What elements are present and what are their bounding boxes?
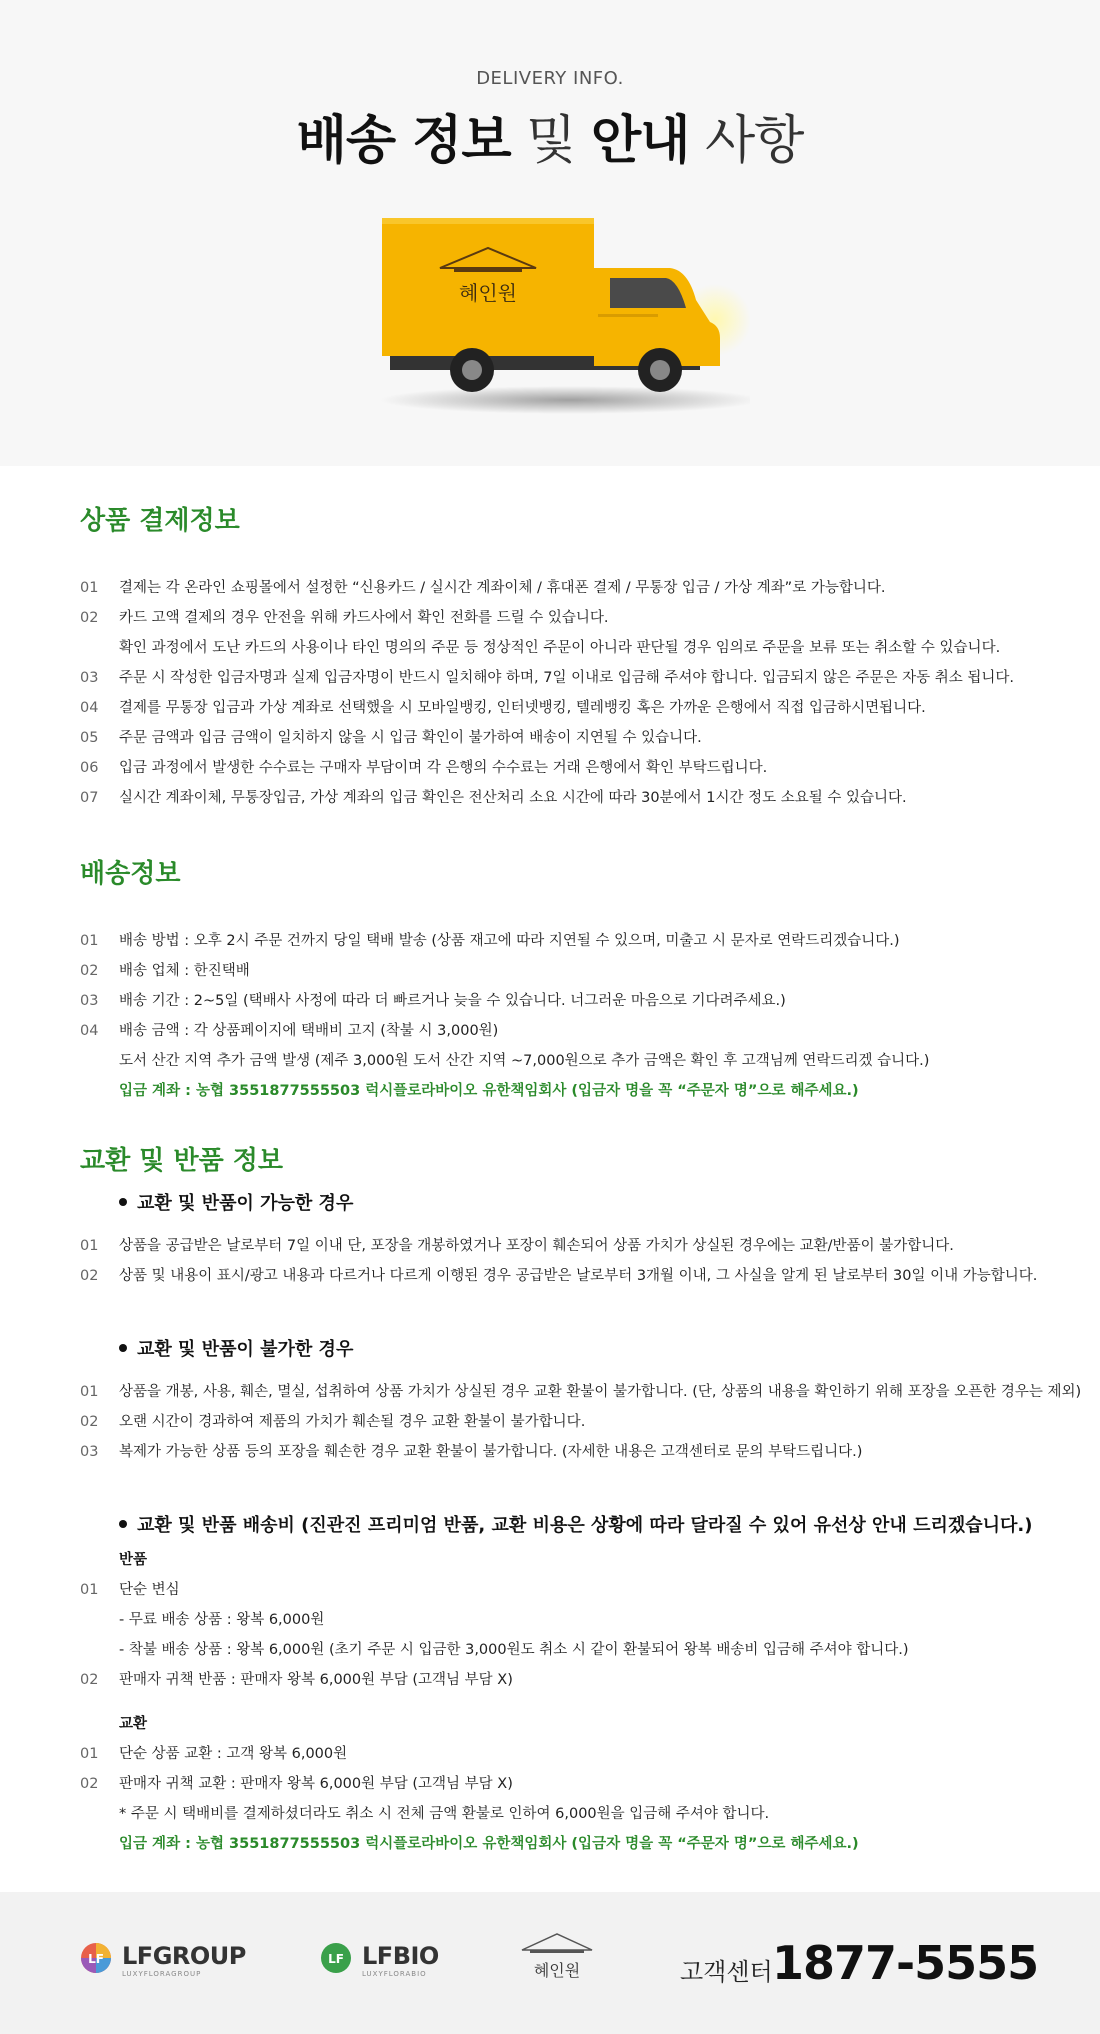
hero-subtitle: DELIVERY INFO.: [476, 68, 624, 89]
item-number: 02: [80, 1414, 99, 1430]
list-item: [80, 783, 1040, 813]
lfgroup-name: LFGROUP: [122, 1942, 246, 1970]
item-number: 02: [80, 1268, 99, 1284]
lfbio-tag: LUXYFLORABIO: [362, 1970, 427, 1978]
item-number: 04: [80, 1023, 99, 1039]
item-text: 오랜 시간이 경과하여 제품의 가치가 훼손될 경우 교환 환불이 불가합니다.: [119, 1414, 586, 1430]
returns-title: 교환 및 반품 정보: [80, 1146, 283, 1176]
list-item: [80, 573, 1040, 603]
item-number: 02: [80, 610, 99, 626]
item-text: 카드 고액 결제의 경우 안전을 위해 카드사에서 확인 전화를 드릴 수 있습니다.: [119, 610, 609, 626]
list-item: [80, 1377, 1082, 1407]
exchange-fee-list: [80, 1739, 1040, 1829]
lfbio-logo: [320, 1938, 470, 1988]
item-number: 03: [80, 1444, 99, 1460]
delivery-truck-image: [370, 210, 750, 420]
list-item: [80, 1016, 1040, 1046]
hero-title-part-2: 및: [526, 111, 576, 171]
list-item: [80, 1046, 1040, 1076]
lfgroup-tag: LUXYFLORAGROUP: [122, 1970, 202, 1978]
shipping-title: 배송정보: [80, 859, 181, 889]
item-text: 결제는 각 온라인 쇼핑몰에서 설정한 “신용카드 / 실시간 계좌이체 / 휴대폰 결제 / 무통장 입금 / 가상 계좌”로 가능합니다.: [119, 580, 886, 596]
returns-impossible-heading: [119, 1335, 1040, 1365]
shipping-account: 입금 계좌 : 농협 3551877555503 럭시플로라바이오 유한책임회사 (입금자 명을 꼭 “주문자 명”으로 해주세요.): [119, 1083, 859, 1099]
list-item: [80, 1665, 1040, 1695]
list-item: [80, 1575, 1040, 1605]
item-text: 배송 업체 : 한진택배: [119, 963, 250, 979]
item-text: 실시간 계좌이체, 무통장입금, 가상 계좌의 입금 확인은 전산처리 소요 시간에 따라 30분에서 1시간 정도 소요될 수 있습니다.: [119, 790, 907, 806]
lfbio-name: LFBIO: [362, 1942, 439, 1970]
list-item: [80, 663, 1040, 693]
item-text: 단순 상품 교환 : 고객 왕복 6,000원: [119, 1746, 348, 1762]
hero-title: [0, 98, 1100, 173]
bullet-icon: [119, 1344, 127, 1352]
item-number: 04: [80, 700, 99, 716]
returns-impossible-list: [80, 1377, 1082, 1467]
returns-account: 입금 계좌 : 농협 3551877555503 럭시플로라바이오 유한책임회사 (입금자 명을 꼭 “주문자 명”으로 해주세요.): [119, 1836, 859, 1852]
returns-possible-title: 교환 및 반품이 가능한 경우: [137, 1193, 354, 1214]
svg-text:LF: LF: [328, 1952, 344, 1966]
item-text: 판매자 귀책 교환 : 판매자 왕복 6,000원 부담 (고객님 부담 X): [119, 1776, 513, 1792]
item-text: 배송 기간 : 2~5일 (택배사 사정에 따라 더 빠르거나 늦을 수 있습니다. 너그러운 마음으로 기다려주세요.): [119, 993, 786, 1009]
item-number: 03: [80, 670, 99, 686]
payment-list: [80, 573, 1040, 813]
returns-section: [80, 1140, 1082, 1859]
item-text: 판매자 귀책 반품 : 판매자 왕복 6,000원 부담 (고객님 부담 X): [119, 1672, 513, 1688]
item-number: 02: [80, 963, 99, 979]
list-item: [80, 1437, 1040, 1467]
lfbio-mark-icon: [320, 1942, 352, 1974]
item-number: 01: [80, 1384, 99, 1400]
item-text: 주문 시 작성한 입금자명과 실제 입금자명이 반드시 일치해야 하며, 7일 이내로 입금해 주셔야 합니다. 입금되지 않은 주문은 자동 취소 됩니다.: [119, 670, 1015, 686]
item-number: 03: [80, 993, 99, 1009]
returns-possible-heading: [119, 1189, 1040, 1219]
list-item: [80, 1605, 1040, 1635]
item-text: 확인 과정에서 도난 카드의 사용이나 타인 명의의 주문 등 정상적인 주문이 아니라 판단될 경우 임의로 주문을 보류 또는 취소할 수 있습니다.: [119, 640, 1001, 656]
shipping-section: [80, 853, 1040, 1106]
item-number: 01: [80, 933, 99, 949]
list-item: [80, 723, 1040, 753]
list-item: [80, 1769, 1040, 1799]
list-item: [80, 1261, 1040, 1291]
item-text: 상품을 공급받은 날로부터 7일 이내 단, 포장을 개봉하였거나 포장이 훼손되어 상품 가치가 상실된 경우에는 교환/반품이 불가합니다.: [119, 1238, 954, 1254]
item-text: 결제를 무통장 입금과 가상 계좌로 선택했을 시 모바일뱅킹, 인터넷뱅킹, 텔레뱅킹 혹은 가까운 은행에서 직접 입금하시면됩니다.: [119, 700, 926, 716]
returns-account-row: [80, 1829, 1040, 1859]
payment-section: [80, 500, 1040, 813]
svg-text:LF: LF: [88, 1952, 104, 1966]
list-item: [80, 753, 1040, 783]
bullet-icon: [119, 1198, 127, 1206]
lfgroup-logo: [80, 1938, 260, 1988]
item-text: 단순 변심: [119, 1582, 180, 1598]
list-item: [80, 1231, 1040, 1261]
item-number: 02: [80, 1672, 99, 1688]
bullet-icon: [119, 1520, 127, 1528]
item-text: 상품 및 내용이 표시/광고 내용과 다르거나 다르게 이행된 경우 공급받은 날로부터 3개월 이내, 그 사실을 알게 된 날로부터 30일 이내 가능합니다.: [119, 1268, 1038, 1284]
list-item: [80, 633, 1040, 663]
item-text: 도서 산간 지역 추가 금액 발생 (제주 3,000원 도서 산간 지역 ~7,000원으로 추가 금액은 확인 후 고객님께 연락드리겠 습니다.): [119, 1053, 930, 1069]
truck-brand-text: 혜인원: [459, 281, 517, 305]
item-text: 입금 과정에서 발생한 수수료는 구매자 부담이며 각 은행의 수수료는 거래 은행에서 확인 부탁드립니다.: [119, 760, 768, 776]
item-number: 02: [80, 1776, 99, 1792]
item-text: 복제가 가능한 상품 등의 포장을 훼손한 경우 교환 환불이 불가합니다. (자세한 내용은 고객센터로 문의 부탁드립니다.): [119, 1444, 863, 1460]
list-item: [80, 926, 1040, 956]
item-number: 05: [80, 730, 99, 746]
item-text: 배송 방법 : 오후 2시 주문 건까지 당일 택배 발송 (상품 재고에 따라 지연될 수 있으며, 미출고 시 문자로 연락드리겠습니다.): [119, 933, 900, 949]
payment-title: 상품 결제정보: [80, 506, 240, 536]
hero-title-part-4: 사항: [704, 111, 804, 171]
hero-section: [0, 0, 1100, 466]
returns-impossible-title: 교환 및 반품이 불가한 경우: [137, 1339, 354, 1360]
footer: [0, 1892, 1100, 2034]
item-text: - 착불 배송 상품 : 왕복 6,000원 (초기 주문 시 입금한 3,000원도 취소 시 같이 환불되어 왕복 배송비 입금해 주셔야 합니다.): [119, 1642, 909, 1658]
list-item: [80, 1407, 1040, 1437]
brand-name: 혜인원: [533, 1961, 581, 1980]
item-number: 01: [80, 1238, 99, 1254]
brand-pavilion-icon: [512, 1928, 602, 1988]
list-item: [80, 1799, 1040, 1829]
item-text: 배송 금액 : 각 상품페이지에 택배비 고지 (착불 시 3,000원): [119, 1023, 499, 1039]
item-text: 상품을 개봉, 사용, 훼손, 멸실, 섭취하여 상품 가치가 상실된 경우 교환 환불이 불가합니다. (단, 상품의 내용을 확인하기 위해 포장을 오픈한 경우는 제외): [119, 1384, 1082, 1400]
brand-logo: [512, 1928, 602, 1988]
hero-title-part-1: 배송 정보: [296, 111, 511, 171]
item-number: 01: [80, 1582, 99, 1598]
list-item: [80, 1739, 1040, 1769]
item-text: * 주문 시 택배비를 결제하셨더라도 취소 시 전체 금액 환불로 인하여 6,000원을 입금해 주셔야 합니다.: [119, 1806, 770, 1822]
item-text: - 무료 배송 상품 : 왕복 6,000원: [119, 1612, 325, 1628]
list-item: [80, 956, 1040, 986]
return-label: 반품: [119, 1552, 148, 1568]
list-item: [80, 603, 1040, 633]
item-number: 01: [80, 1746, 99, 1762]
item-text: 주문 금액과 입금 금액이 일치하지 않을 시 입금 확인이 불가하여 배송이 지연될 수 있습니다.: [119, 730, 702, 746]
returns-fee-title: 교환 및 반품 배송비 (진관진 프리미엄 반품, 교환 비용은 상황에 따라 달라질 수 있어 유선상 안내 드리겠습니다.): [137, 1515, 1033, 1536]
list-item: [80, 1635, 1040, 1665]
customer-center-label: 고객센터: [680, 1958, 773, 1986]
return-fee-list: [80, 1575, 1040, 1695]
list-item: [80, 693, 1040, 723]
customer-center-number[interactable]: 1877-5555: [772, 1936, 1039, 1990]
item-number: 01: [80, 580, 99, 596]
item-number: 06: [80, 760, 99, 776]
hero-title-part-3: 안내: [590, 111, 690, 171]
returns-fee-heading: [119, 1511, 1040, 1541]
shipping-list: [80, 926, 1040, 1076]
list-item: [80, 986, 1040, 1016]
item-number: 07: [80, 790, 99, 806]
lfgroup-mark-icon: [80, 1942, 112, 1974]
exchange-label: 교환: [119, 1716, 148, 1732]
shipping-account-row: [80, 1076, 1040, 1106]
returns-possible-list: [80, 1231, 1040, 1291]
